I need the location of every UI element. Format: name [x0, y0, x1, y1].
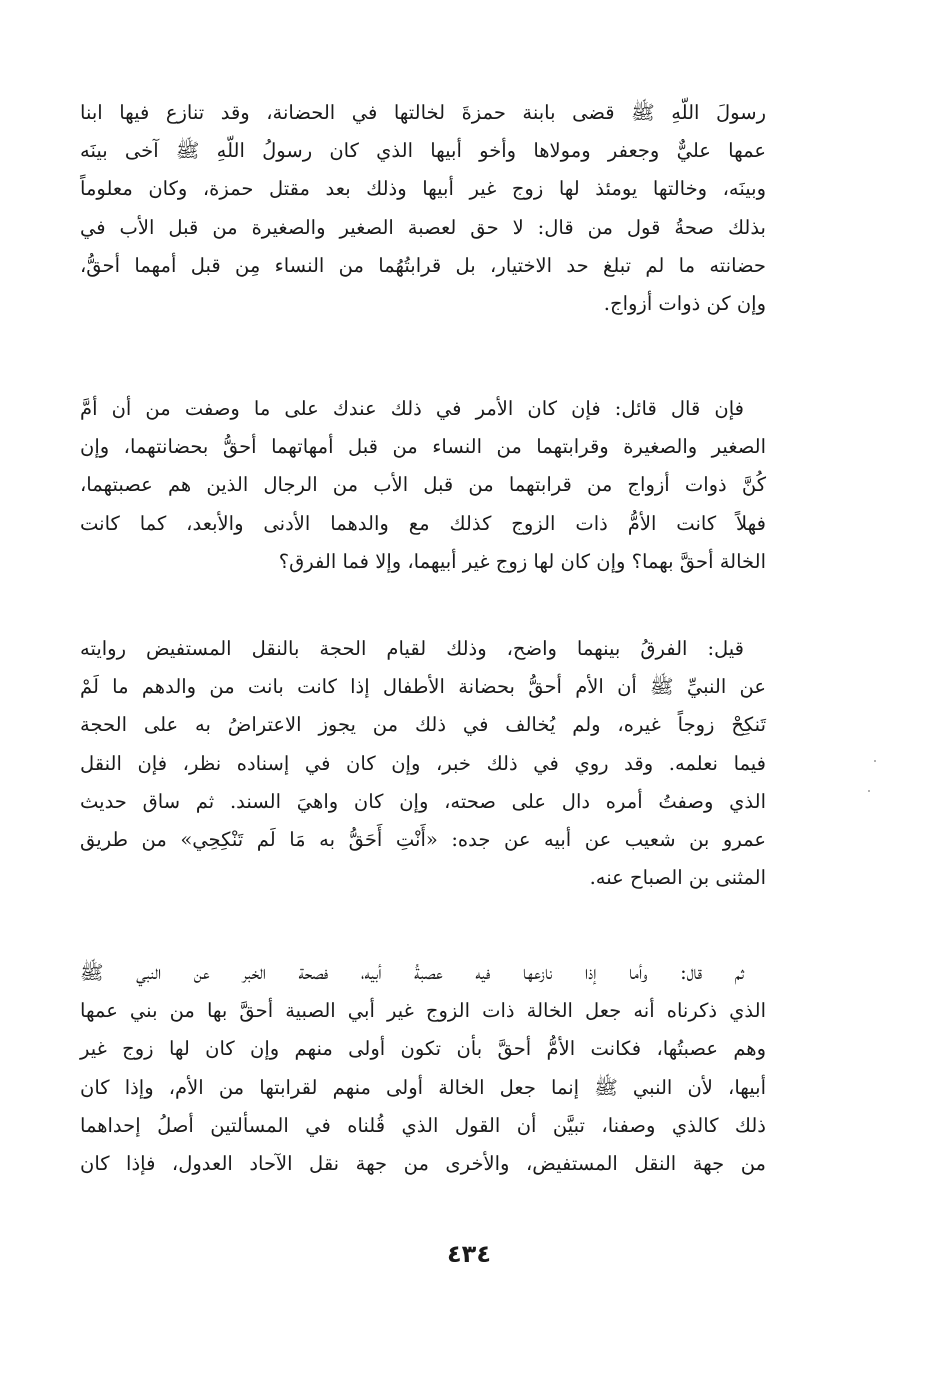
text-line: المثنى بن الصباح عنه.: [589, 866, 766, 890]
paragraph-3: [80, 630, 766, 897]
text-line: الذي ذكرناه أنه جعل الخالة ذات الزوج غير أبي الصبية أحقَّ بها من بني عمها: [80, 999, 766, 1023]
text-line: فيما نعلمه. وقد روي في ذلك خبر، وإن كان في إسناده نظر، فإن النقل: [80, 751, 766, 775]
text-line: عن النبيِّ ﷺ أن الأم أحقُّ بحضانة الأطفال إذا كانت بانت من والدهم ما لَمْ: [80, 675, 766, 699]
text-line: فإن قال قائل: فإن كان الأمر في ذلك عندك على ما وصفت من أن أمَّ: [80, 397, 744, 420]
text-line: فهلاً كانت الأمُّ ذات الزوج كذلك مع والدهما الأدنى والأبعد، كما كانت: [80, 511, 766, 535]
text-line: الذي وصفتُ أمره دال على صحته، وإن كان واهيَ السند. ثم ساق حديث: [80, 789, 766, 813]
text-line: ذلك كالذي وصفنا، تبيَّن أن القول الذي قُلناه في المسألتين أصلُ إحداهما: [80, 1113, 766, 1137]
text-line: وإن كن ذوات أزواج.: [603, 291, 766, 315]
scan-speck: [874, 760, 876, 762]
text-line: كُنَّ ذوات أزواج من قرابتهما من قبل الأب من الرجال الذين هم عصبتهما،: [80, 473, 766, 497]
text-line: بذلك صحةُ قول من قال: لا حق لعصبة الصغير والصغيرة من قبل الأب في: [80, 215, 766, 239]
text-line: ثم قال: وأما إذا نازعها فيه عصبةُ أبيه، فصحة الخبر عن النبي ﷺ: [80, 961, 744, 984]
text-line: أبيها، لأن النبي ﷺ إنما جعل الخالة أولى منهم لقرابتها من الأم، وإذا كان: [80, 1075, 766, 1099]
page-number: ٤٣٤: [447, 1240, 491, 1268]
text-line: الخالة أحقَّ بهما؟ وإن كان لها زوج غير أبيهما، وإلا فما الفرق؟: [278, 549, 766, 573]
text-line: عمها عليٌّ وجعفر ومولاها وأخو أبيها الذي كان رسولُ اللّهِ ﷺ آخى بينَه: [80, 139, 766, 163]
text-line: عمرو بن شعيب عن أبيه عن جده: «أَنْتِ أَحَقُّ به مَا لَم تَنْكِحِي» من طريق: [80, 827, 766, 851]
text-line: الصغير والصغيرة وقرابتهما من النساء من قبل أمهاتهما أحقُّ بحضانتهما، وإن: [80, 435, 766, 459]
text-line: من جهة النقل المستفيض، والأخرى من جهة نقل الآحاد العدول، فإذا كان: [80, 1151, 766, 1175]
text-line: وبينَه، وخالتها يومئذ لها زوج غير أبيها وذلك بعد مقتل حمزة، وكان معلوماً: [80, 177, 766, 201]
text-line: تَنكِحْ زوجاً غيره، ولم يُخالف في ذلك من يجوز الاعتراضُ به على الحجة: [80, 713, 766, 737]
text-line: حضانته ما لم تبلغ حد الاختيار، بل قرابتُهُما من النساء مِن قبل أمهما أحقُّ،: [80, 253, 766, 277]
paragraph-4: [80, 954, 766, 1183]
text-line: وهم عصبتُها، فكانت الأمُّ أحقَّ بأن تكون أولى منهم وإن كان لها زوج غير: [80, 1037, 766, 1061]
paragraph-1: [80, 94, 766, 323]
scan-speck: [868, 790, 870, 792]
paragraph-2: [80, 390, 766, 581]
text-line: رسولَ اللّهِ ﷺ قضى بابنة حمزةَ لخالتها في الحضانة، وقد تنازع فيها ابنا: [80, 101, 766, 124]
text-line: قيل: الفرقُ بينهما واضح، وذلك لقيام الحجة بالنقل المستفيض روايته: [80, 637, 744, 660]
